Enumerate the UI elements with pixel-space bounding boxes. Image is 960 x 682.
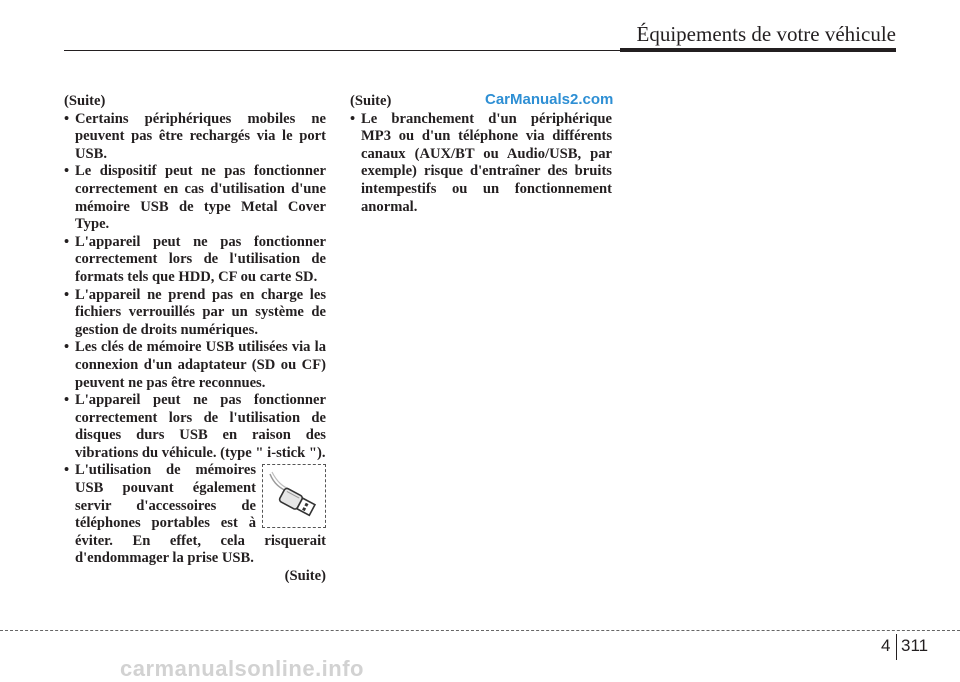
watermark-logo[interactable]: CarManuals2.com [485,91,614,108]
list-item: • Certains périphériques mobiles ne peuvent pas être rechargés via le port USB. [64,111,326,164]
list-item: • L'appareil peut ne pas fonctionner correctement lors de l'utilisation de disques durs USB en raison des vibrations du véhicule. (type " i-stick "). [64,392,326,462]
suite-label-top: (Suite) [350,93,392,109]
page-number-separator [896,634,897,660]
header-rule-thick [620,48,896,52]
list-item-usb [64,462,326,568]
usb-stick-icon [266,468,322,524]
usb-stick-figure [262,464,326,528]
page-number: 311 [901,636,929,655]
section-title: Équipements de votre véhicule [636,22,896,46]
bullet-list-left [64,111,326,568]
left-column [64,93,326,586]
source-watermark: carmanualsonline.info [120,656,364,681]
chapter-number: 4 [881,636,891,655]
list-item: • Les clés de mémoire USB utilisées via la connexion d'un adaptateur (SD ou CF) peuvent ne pas être reconnues. [64,339,326,392]
header-rule-thin [64,50,620,51]
list-item: • L'appareil peut ne pas fonctionner correctement lors de l'utilisation de formats tels que HDD, CF ou carte SD. [64,234,326,287]
list-item-text: L'utilisation de mémoires USB pouvant également servir d'accessoires de téléphones portables est à éviter. En effet, cela risquerait d'endommager la prise USB. [75,462,326,567]
list-item: • Le dispositif peut ne pas fonctionner correctement en cas d'utilisation d'une mémoire USB de type Metal Cover Type. [64,163,326,233]
footer-rule [0,630,960,631]
right-column [350,93,612,216]
bullet-list-right [350,111,612,217]
list-item: • Le branchement d'un périphérique MP3 ou d'un téléphone via différents canaux (AUX/BT ou Audio/USB, par exemple) risque d'entraîner des bruits intempestifs ou un fonctionnement anormal. [350,111,612,217]
suite-label-bottom: (Suite) [284,568,326,585]
suite-label-top: (Suite) [64,93,106,109]
list-item: • L'appareil ne prend pas en charge les fichiers verrouillés par un système de gestion de droits numériques. [64,287,326,340]
